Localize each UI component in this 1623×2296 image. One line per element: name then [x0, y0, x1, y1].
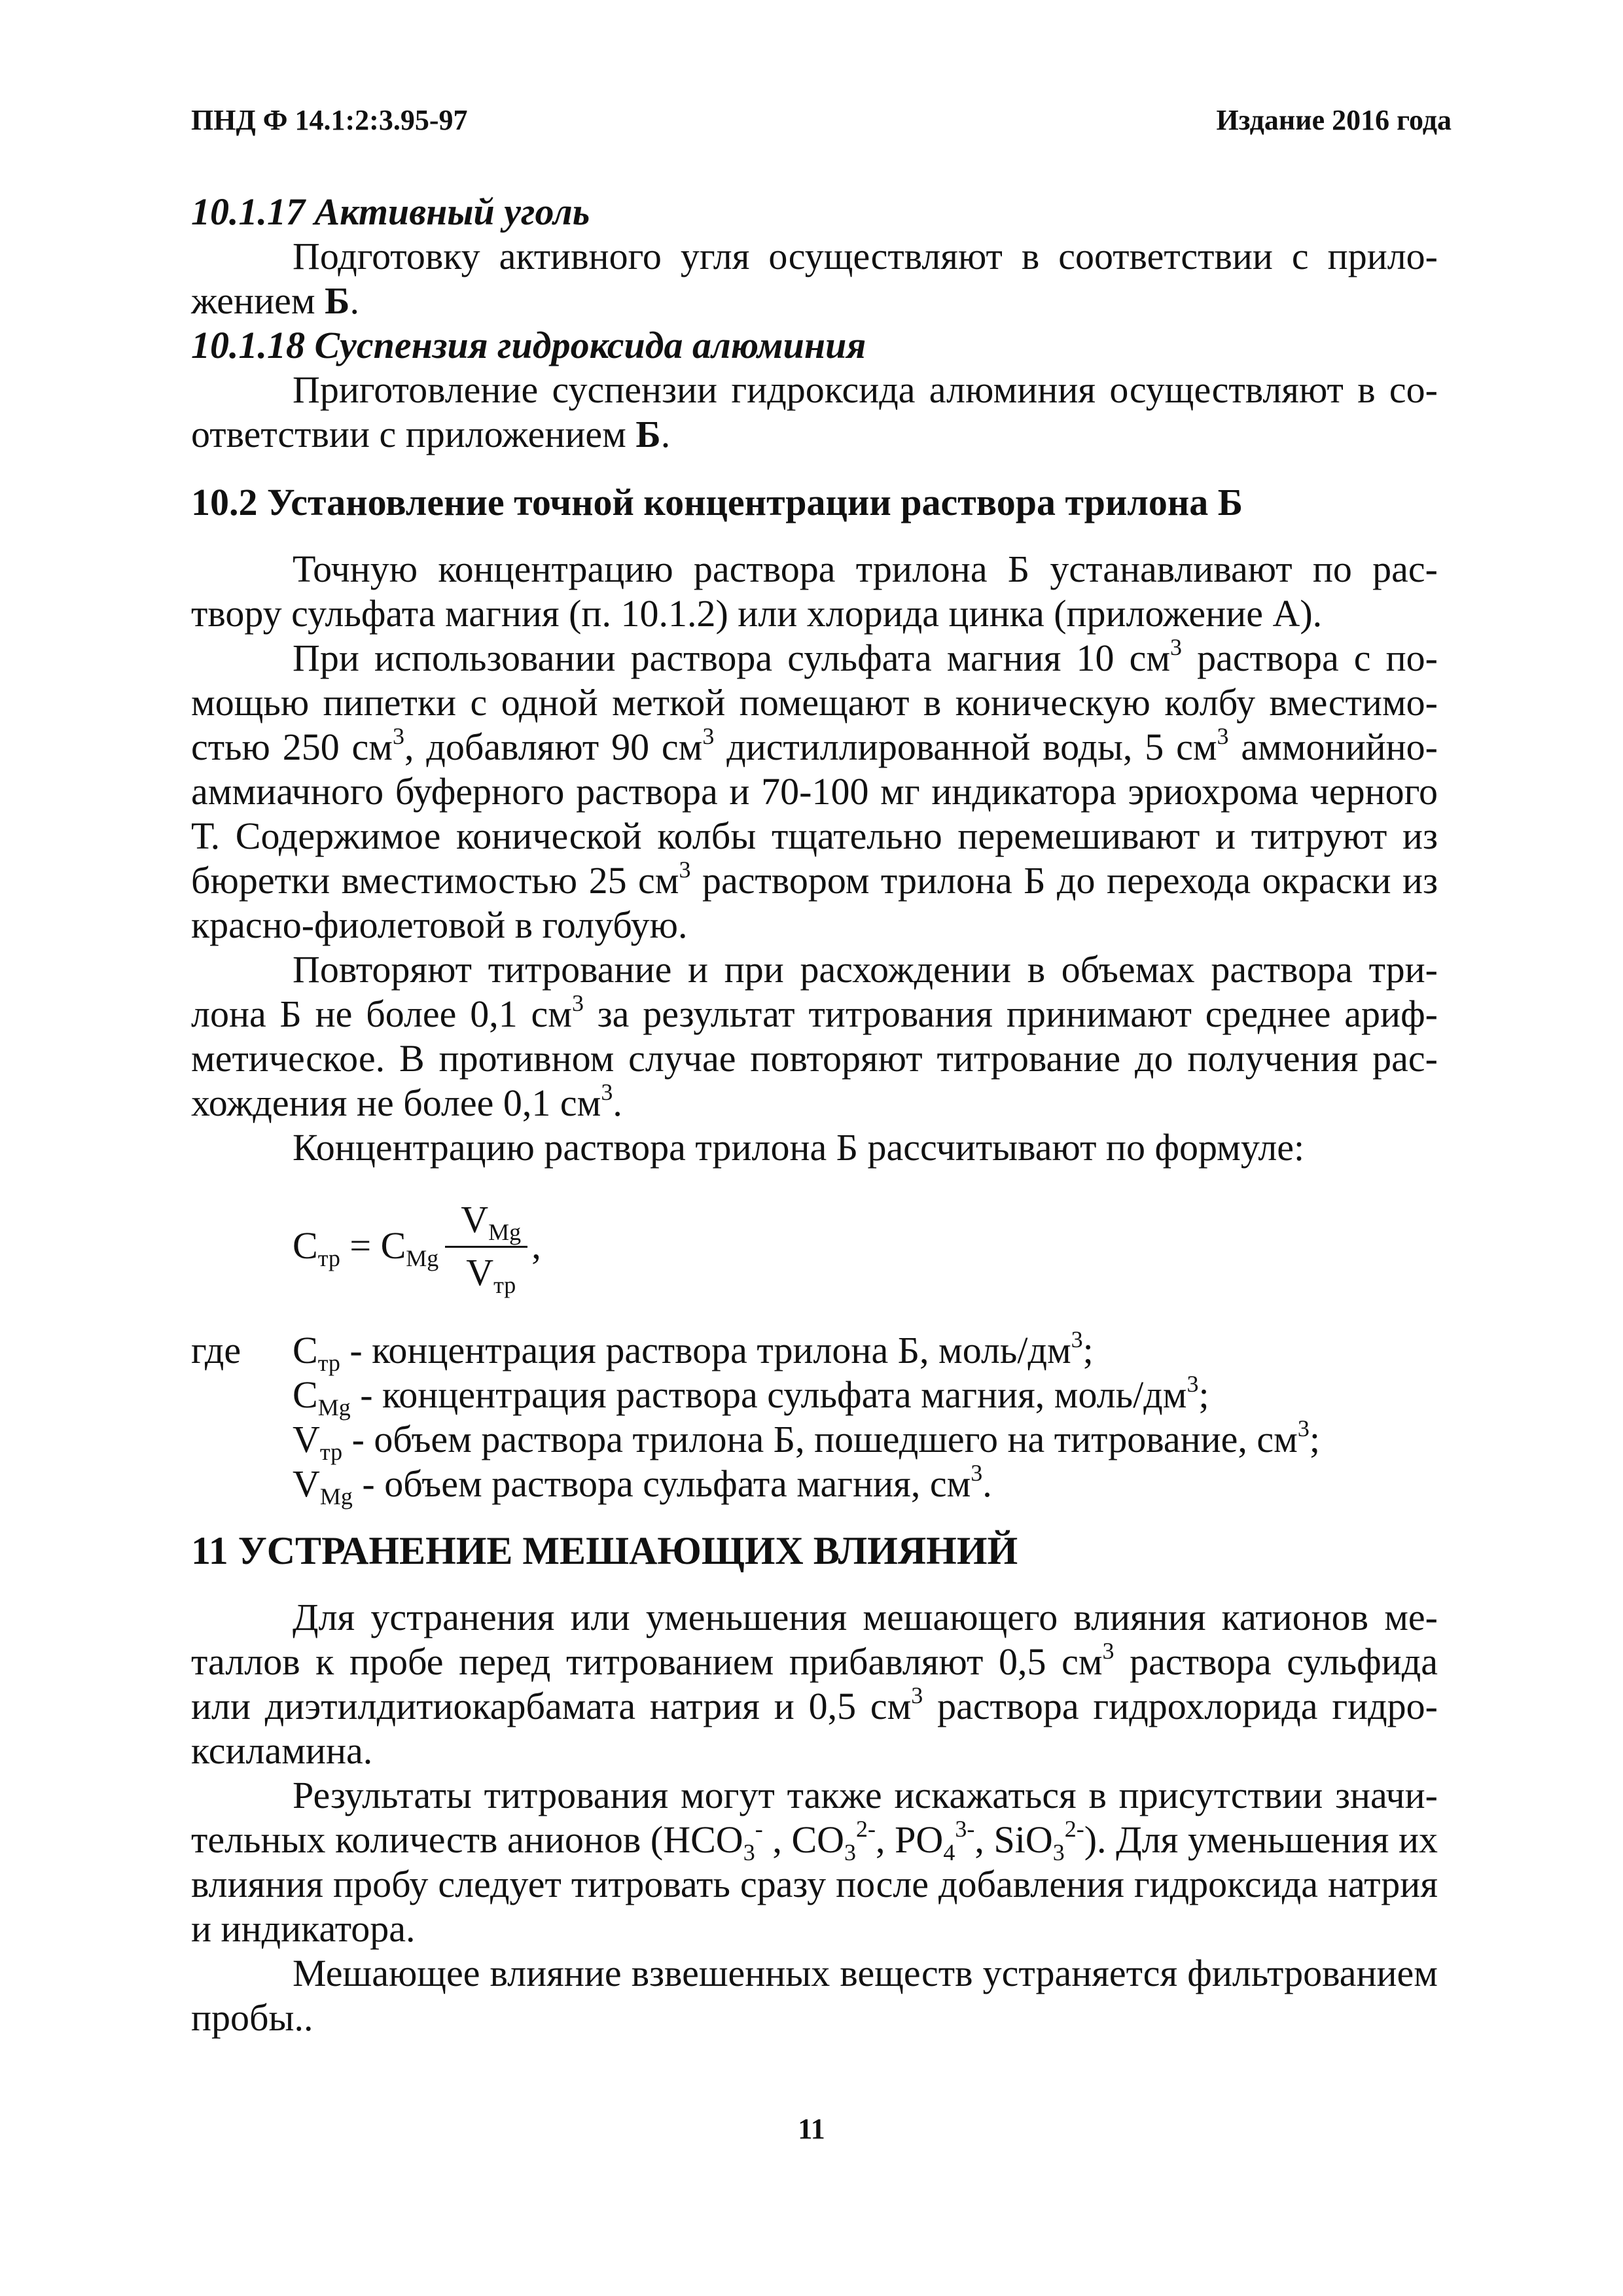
page-content [191, 190, 1438, 2040]
section-11-paragraph-3: Мешающее влияние взвешенных веществ устраняется фильтрованием пробы.. [191, 1952, 1438, 2039]
trilon-concentration-formula [293, 1180, 1438, 1311]
formula-equals: = [340, 1224, 381, 1267]
section-11-title: 11 УСТРАНЕНИЕ МЕШАЮЩИХ ВЛИЯНИЙ [191, 1529, 1018, 1572]
page-number: 11 [798, 2113, 825, 2145]
section-10-2-title: 10.2 Установление точной концентрации раствора трилона Б [191, 481, 1243, 523]
section-10-2-paragraph-3: Повторяют титрование и при расхождении в объемах раствора трилона Б не более 0,1 $см^3$ за результат титрования принимают среднее арифметическое. В противном случае повторяют титрование до получения расхождения не более 0,1 $см^3$. [191, 948, 1438, 1124]
subsection-10-1-18-title: 10.1.18 Суспензия гидроксида алюминия [191, 324, 866, 366]
legend-c-tr: $C_{тр}$ - концентрация раствора трилона Б, моль/$дм^3$; [293, 1326, 1094, 1376]
section-10-2-paragraph-2: При использовании раствора сульфата магния 10 $см^3$ раствора с помощью пипетки с одной меткой помещают в коническую колбу вместимостью 250 $см^3$, добавляют 90 $см^3$ дистиллированной воды, 5 $см^3$ аммонийно-аммиачного буферного раствора и 70-100 мг индикатора эриохрома черного Т. Содержимое конической колбы тщательно перемешивают и титруют из бюретки вместимостью 25 $см^3$ раствором трилона Б до перехода окраски из красно-фиолетовой в голубую. [191, 634, 1438, 946]
section-10-2-paragraph-1: Точную концентрацию раствора трилона Б устанавливают по раствору сульфата магния (п. 10.1.2) или хлорида цинка (приложение А). [191, 548, 1438, 635]
section-11-paragraph-2: Результаты титрования могут также искажаться в присутствии значительных количеств анионов ($HCO_3^-$ , $CO_3^{2-}$, $PO_4^{3-}$, SiO$_3^{2-}$). Для уменьшения их влияния пробу следует титровать сразу после добавления гидроксида натрия и индикатора. [191, 1774, 1438, 1950]
formula-c-mg: $C_{Mg}$ [380, 1224, 439, 1271]
formula-legend-label: где [191, 1329, 241, 1371]
formula-legend [191, 1326, 1438, 1510]
edition-label: Издание 2016 года [1216, 104, 1452, 136]
formula-denominator: $V_{тр}$ [466, 1250, 516, 1298]
subsection-10-1-17-title: 10.1.17 Активный уголь [191, 190, 590, 233]
document-code: ПНД Ф 14.1:2:3.95-97 [191, 104, 468, 136]
section-10-2-paragraph-4: Концентрацию раствора трилона Б рассчитывают по формуле: [293, 1126, 1305, 1169]
formula-fraction [445, 1197, 527, 1298]
section-11-paragraph-1: Для устранения или уменьшения мешающего влияния катионов металлов к пробе перед титрованием прибавляют 0,5 $см^3$ раствора сульфида или диэтилдитиокарбамата натрия и 0,5 $см^3$ раствора гидрохлорида гидроксиламина. [191, 1596, 1438, 1772]
legend-c-mg: $C_{Mg}$ - концентрация раствора сульфата магния, моль/$дм^3$; [293, 1371, 1209, 1421]
formula-c-tr: $C_{тр}$ [293, 1224, 340, 1271]
legend-v-mg: $V_{Mg}$ - объем раствора сульфата магния, $см^3$. [293, 1460, 992, 1510]
subsection-10-1-17-text: Подготовку активного угля осуществляют в соответствии с приложением Б. [191, 235, 1438, 322]
formula-numerator: $V_{Mg}$ [445, 1197, 527, 1248]
legend-v-tr: $V_{тр}$ - объем раствора трилона Б, пошедшего на титрование, $см^3$; [293, 1415, 1320, 1465]
subsection-10-1-18-text: Приготовление суспензии гидроксида алюминия осуществляют в соответствии с приложением Б. [191, 368, 1438, 455]
formula-comma: , [531, 1224, 541, 1267]
formula-legend-list [293, 1326, 1320, 1510]
